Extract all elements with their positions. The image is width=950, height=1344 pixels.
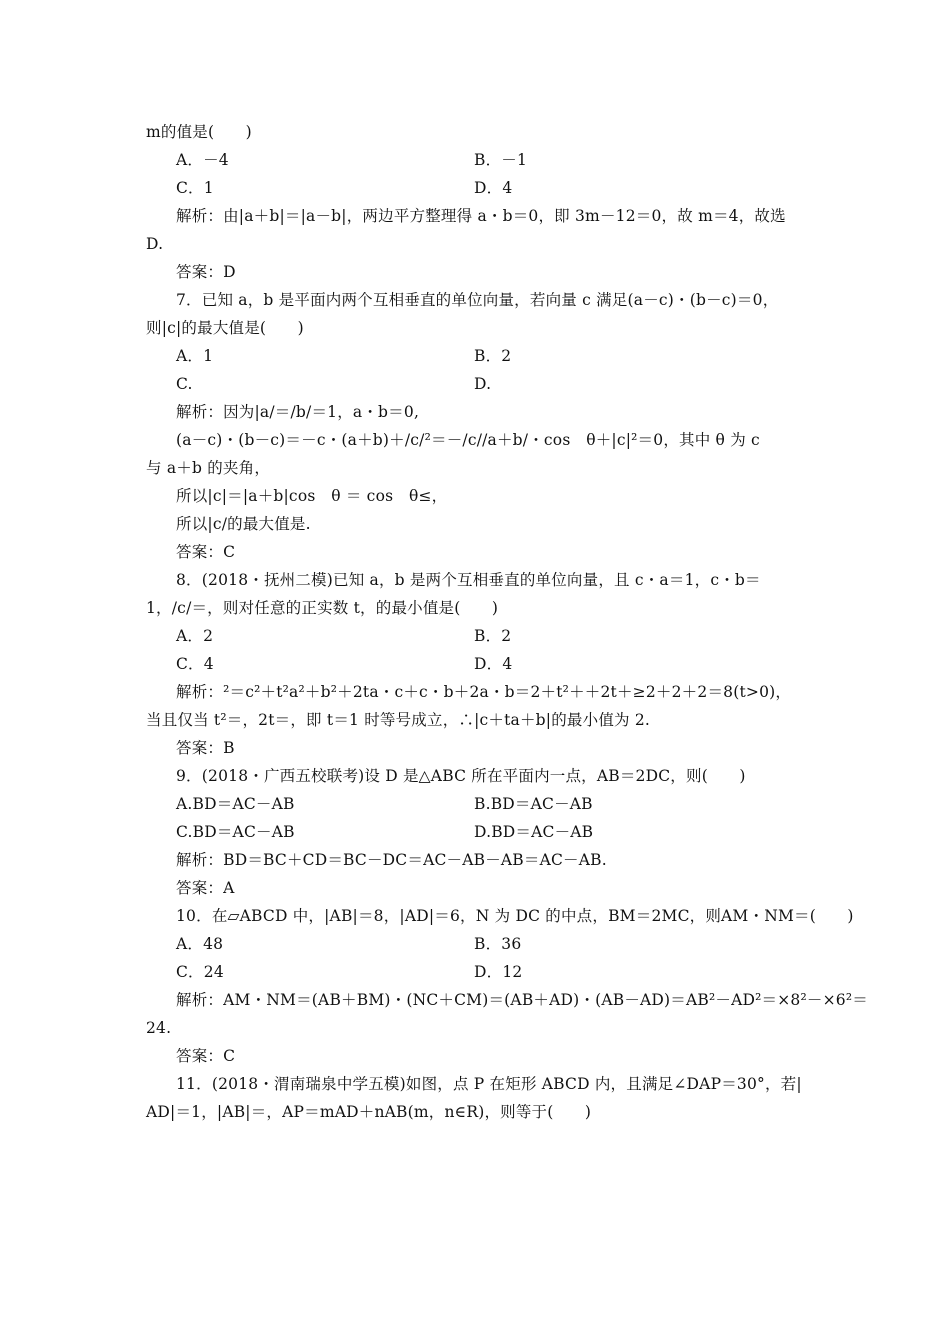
- answer-line: 答案：D: [176, 263, 236, 281]
- analysis-line: 解析：²＝c²＋t²a²＋b²＋2ta・c＋c・b＋2a・b＝2＋t²＋＋2t＋≥2＋2＋2＝8(t>0)，: [176, 683, 792, 701]
- option-d: D．12: [474, 963, 523, 981]
- option-a: A．－4: [176, 151, 229, 169]
- option-a: A．2: [176, 627, 214, 645]
- text-line: 则|c|的最大值是( ): [146, 319, 304, 337]
- option-a: A．48: [176, 935, 224, 953]
- question-7: 7．已知 a，b 是平面内两个互相垂直的单位向量，若向量 c 满足(a－c)・(b－c)＝0，: [176, 291, 779, 309]
- question-8: 8．(2018・抚州二模)已知 a，b 是两个互相垂直的单位向量，且 c・a＝1，c・b＝: [176, 571, 761, 589]
- option-b: B．36: [474, 935, 522, 953]
- text-line: 1，/c/＝，则对任意的正实数 t，的最小值是( ): [146, 599, 499, 617]
- question-9: 9．(2018・广西五校联考)设 D 是△ABC 所在平面内一点，AB＝2DC，则( ): [176, 767, 746, 785]
- option-d: D.: [474, 375, 492, 393]
- text-line: (a－c)・(b－c)＝－c・(a＋b)＋/c/²＝－/c//a＋b/・cos θ＋|c|²＝0，其中 θ 为 c: [176, 431, 760, 449]
- text-line: 所以|c|＝|a＋b|cos θ ＝ cos θ≤，: [176, 487, 448, 505]
- option-b: B．2: [474, 347, 512, 365]
- option-b: B．2: [474, 627, 512, 645]
- text-line: 所以|c/的最大值是.: [176, 515, 311, 533]
- option-c: C.: [176, 375, 193, 393]
- answer-line: 答案：A: [176, 879, 235, 897]
- text-line: 当且仅当 t²＝，2t＝，即 t＝1 时等号成立，∴|c＋ta＋b|的最小值为 2.: [146, 711, 651, 729]
- analysis-line: 解析：因为|a/＝/b/＝1，a・b＝0,: [176, 403, 420, 421]
- option-c: C．4: [176, 655, 214, 673]
- option-c: C．24: [176, 963, 224, 981]
- analysis-line: 解析：AM・NM＝(AB＋BM)・(NC＋CM)＝(AB＋AD)・(AB－AD)＝AB²－AD²＝×8²－×6²＝: [176, 991, 868, 1009]
- option-b: B.BD＝AC－AB: [474, 795, 593, 813]
- option-a: A.BD＝AC－AB: [176, 795, 295, 813]
- analysis-line: 解析：由|a＋b|＝|a－b|，两边平方整理得 a・b＝0，即 3m－12＝0，故 m＝4，故选: [176, 207, 786, 225]
- answer-line: 答案：C: [176, 543, 236, 561]
- question-10: 10．在▱ABCD 中，|AB|＝8，|AD|＝6，N 为 DC 的中点，BM＝2MC，则AM・NM＝( ): [176, 907, 854, 925]
- option-a: A．1: [176, 347, 214, 365]
- text-line: AD|＝1，|AB|＝，AP＝mAD＋nAB(m，n∈R)，则等于( ): [146, 1103, 592, 1121]
- text-line: 24.: [146, 1019, 172, 1037]
- question-11: 11．(2018・渭南瑞泉中学五模)如图，点 P 在矩形 ABCD 内，且满足∠DAP＝30°，若|: [176, 1075, 802, 1093]
- option-c: C.BD＝AC－AB: [176, 823, 295, 841]
- option-d: D.BD＝AC－AB: [474, 823, 594, 841]
- analysis-line: 解析：BD＝BC＋CD＝BC－DC＝AC－AB－AB＝AC－AB.: [176, 851, 607, 869]
- text-line: D.: [146, 235, 164, 253]
- text-line: 与 a＋b 的夹角，: [146, 459, 271, 477]
- option-d: D．4: [474, 655, 513, 673]
- option-c: C．1: [176, 179, 214, 197]
- text-line: m的值是( ): [146, 123, 252, 141]
- answer-line: 答案：B: [176, 739, 235, 757]
- answer-line: 答案：C: [176, 1047, 236, 1065]
- option-d: D．4: [474, 179, 513, 197]
- option-b: B．－1: [474, 151, 528, 169]
